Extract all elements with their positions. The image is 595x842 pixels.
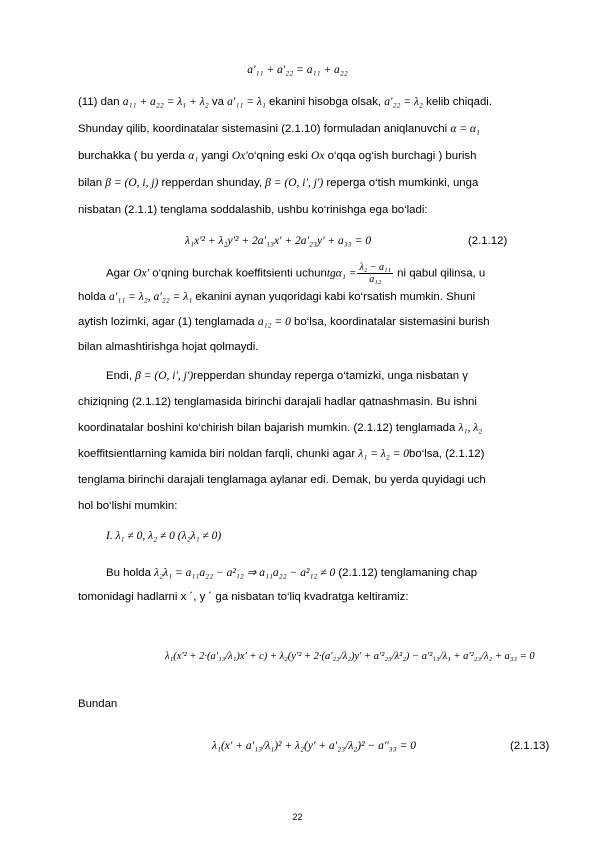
inline-formula: α = α₁ — [450, 123, 480, 135]
fraction-numerator: λ₂ − a₁₁ — [359, 262, 391, 273]
text: burchakka ( bu yerda — [78, 150, 186, 162]
text: o‘qning eski — [247, 150, 308, 162]
text: koeffitsientlarning kamida biri noldan farqli, chunki agar — [78, 448, 356, 460]
line-2 — [78, 123, 578, 135]
inline-formula: λ₁ = λ₂ = 0 — [358, 448, 410, 460]
fraction-denominator: a₁₂ — [369, 274, 382, 285]
line-17: tomonidagi hadlarni x ´, y ´ ga nisbatan to‘liq kvadratga keltiramiz: — [78, 591, 409, 603]
page-number: 22 — [292, 812, 303, 822]
text: Shunday qilib, koordinatalar sistemasini (2.1.10) formuladan aniqlanuvchi — [78, 123, 448, 135]
text: ekanini aynan yuqoridagi kabi ko‘rsatish mumkin. Shuni — [195, 291, 476, 303]
line-7 — [78, 291, 578, 303]
line-1 — [78, 96, 578, 108]
equation-2-1-12: λ₁x'² + λ₂y'² + 2a'₁₃x' + 2a'₂₃y' + a₃₃ = 0 — [185, 235, 372, 247]
text: Bu holda — [106, 567, 151, 579]
line-10 — [106, 370, 595, 382]
text: va — [211, 96, 224, 108]
text: o‘qning burchak koeffitsienti uchun — [152, 267, 327, 280]
text: (2.1.12) tenglamaning chap — [338, 567, 478, 579]
inline-formula: Ox' — [133, 267, 150, 280]
inline-formula: a₁₁ + a₂₂ = λ₁ + λ₂ — [122, 96, 209, 108]
inline-formula: α₁ — [188, 150, 199, 162]
text: reperga o‘tish mumkinki, unga — [326, 177, 479, 189]
text: yangi — [201, 150, 229, 162]
case-1-heading: I. λ₁ ≠ 0, λ₂ ≠ 0 (λ₂λ₁ ≠ 0) — [106, 530, 222, 542]
text: (11) dan — [78, 96, 120, 108]
line-8 — [78, 316, 578, 328]
line-6 — [106, 262, 595, 285]
formula-top: a'₁₁ + a'₂₂ = a₁₁ + a₂₂ — [247, 64, 348, 76]
equation-number: (2.1.13) — [510, 740, 550, 752]
text: koordinatalar boshini ko‘chirish bilan bajarish mumkin. (2.1.12) tenglamada — [78, 422, 456, 434]
line-5: nisbatan (2.1.1) tenglama soddalashib, ushbu ko‘rinishga ega bo‘ladi: — [78, 204, 428, 216]
text: repperdan shunday reperga o‘tamizki, unga nisbatan γ — [193, 370, 468, 382]
text: o‘qqa og‘ish burchagi ) burish — [327, 150, 477, 162]
text: Agar — [106, 267, 131, 280]
line-4 — [78, 177, 578, 189]
line-12 — [78, 422, 578, 434]
inline-formula: a'₁₁ = λ₁ — [227, 96, 266, 108]
text: Endi, — [106, 370, 132, 382]
equation-complete-square: λ₁(x'² + 2·(a'₁₃/λ₁)x' + c) + λ₂(y'² + 2·(a'₂₃/λ₂)y' + a'²₂₃/λ²₂) − a'²₁₃/λ₁ + a'²₂₃/λ₂ + a₃₃ = 0 — [165, 651, 535, 662]
line-16 — [106, 565, 595, 579]
text: kelib chiqadi. — [426, 96, 492, 108]
inline-formula: β = (O, i, j) — [105, 177, 159, 189]
inline-formula: a'₁₁ = λ₂, a'₂₂ = λ₁ — [109, 291, 193, 303]
text: bo‘lsa, koordinatalar sistemasini burish — [294, 316, 490, 328]
fraction — [357, 262, 393, 285]
inline-formula: β = (O, i', j') — [135, 370, 194, 382]
inline-formula: Ox' — [231, 150, 248, 162]
text: ekanini hisobga olsak, — [269, 96, 382, 108]
text: holda — [78, 291, 106, 303]
inline-formula: a₁₂ = 0 — [257, 316, 291, 328]
line-13 — [78, 448, 578, 460]
line-9: bilan almashtirishga hojat qolmaydi. — [78, 341, 259, 353]
line-14: tenglama birinchi darajali tenglamaga aylanar edi. Demak, bu yerda quyidagi uch — [78, 474, 486, 486]
line-18: Bundan — [78, 698, 118, 710]
line-3 — [78, 150, 578, 162]
inline-formula: λ₁, λ₂ — [458, 422, 483, 434]
line-15: hol bo‘lishi mumkin: — [78, 500, 178, 512]
text: bilan — [78, 177, 103, 189]
inline-formula: β = (O, i', j') — [265, 177, 324, 189]
line-11: chiziqning (2.1.12) tenglamasida birinchi darajali hadlar qatnashmasin. Bu ishni — [78, 396, 477, 408]
inline-formula: Ox — [311, 150, 325, 162]
text: aytish lozimki, agar (1) tenglamada — [78, 316, 255, 328]
equation-2-1-13: λ₁(x' + a'₁₃/λ₁)² + λ₂(y' + a'₂₃/λ₂)² − a''₃₃ = 0 — [212, 740, 417, 752]
equation-number: (2.1.12) — [468, 235, 508, 247]
text: bo‘lsa, (2.1.12) — [409, 448, 485, 460]
inline-formula: λ₂λ₁ = a₁₁a₂₂ − a²₁₂ ⇒ a₁₁a₂₂ − a²₁₂ ≠ 0 — [154, 567, 336, 579]
text: repperdan shunday, — [161, 177, 262, 189]
inline-formula: a'₂₂ = λ₂ — [384, 96, 423, 108]
inline-formula: tgα₁ = — [326, 267, 357, 280]
text: ni qabul qilinsa, u — [397, 267, 486, 280]
